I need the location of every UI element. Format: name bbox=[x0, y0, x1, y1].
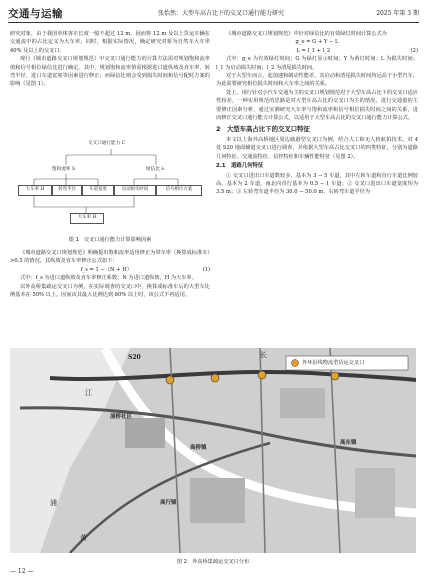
paragraph: 《城市道路交叉口规划规范》中针对绿信比的有效绿灯时间计算公式为 bbox=[226, 31, 387, 37]
paragraph: 式中：f_s 为进口道纵坡及直车率修正系数；N 为进口道纵坡，H 为大车率。 bbox=[20, 275, 197, 282]
left-column bbox=[10, 30, 210, 89]
paragraph: 《城市道路交叉口规划规范》明确提出饱和流率适用修正为带车率（换算成标准车）>0.5 的情况，其纵坡及直车率修正公式如下： bbox=[10, 250, 210, 265]
map-label: 高行镇 bbox=[160, 500, 177, 506]
equation-text: f_s = 1 −（N + H） bbox=[80, 266, 132, 273]
page-header bbox=[8, 6, 419, 23]
factor-box: 车道宽度 bbox=[82, 185, 114, 196]
figure-2-caption: 图 2 外高桥集疏运交叉口分布 bbox=[176, 559, 250, 565]
left-column-lower bbox=[10, 249, 210, 299]
figure-1-diagram bbox=[16, 137, 206, 229]
map-graphic bbox=[10, 348, 416, 553]
equation-text: L = l_1 + l_2 bbox=[296, 47, 331, 54]
green-ratio-node: 绿信比 λ bbox=[146, 167, 165, 172]
paragraph: 处上，现行针对小汽车交通为主的交叉口规划规范对于大型车高占比下的交叉口适应性较差，一种实用规范的思路是对大型车高占比的交叉口为主的情况，进行交通量的主要修正因素分析，通过实测研究大车率与饱和流率和信号相位损失时间之间的关系，进而修正交叉口通行能力计算公式，以适用于大型车高占比的交叉口通行能力计算公式。 bbox=[216, 89, 418, 122]
subsection-heading: 2.1 道路几何特征 bbox=[216, 163, 264, 170]
paragraph: 本文以上海外高桥地区周边疏港型交叉口为例，结合人工和无人机航拍技术，对 4 处 S20 地面辅道交叉口进行调查，并依据大型车高占比交叉口的四类特征，分别为道路几何特征、交通流特征、信控特征和车辆性能特征（见图 2）。 bbox=[216, 136, 418, 160]
location-map bbox=[10, 348, 416, 553]
journal-logo: 交通与运输 bbox=[8, 8, 63, 20]
map-legend-text: 外环沿线物流型货运交叉口 bbox=[302, 360, 365, 366]
paragraph: 现行《城市道路交叉口规划规范》中交叉口通行能力的计算方法需对规划饱和流率值和信号相位绿信比进行确定。其中，规划饱和流率值需根据进口道纵坡及直车率、转弯半径、进口车道宽度等因素进行修正；而绿信比则会受到损失时间和信号配时方案的影响（见图 1）。 bbox=[10, 56, 210, 88]
map-label: 凌桥社区 bbox=[110, 414, 133, 420]
map-label: 高桥镇 bbox=[190, 445, 207, 451]
factor-box: 转弯半径 bbox=[52, 185, 82, 196]
map-label: 浦 bbox=[50, 499, 57, 507]
factor-box: 信号相位方案 bbox=[156, 185, 202, 196]
factor-box: 大车率 H bbox=[18, 185, 52, 196]
capacity-node: 交叉口通行能力 C bbox=[88, 141, 126, 146]
factor-box: 大车率 H bbox=[70, 213, 104, 224]
section-heading: 2 大型车高占比下的交叉口特征 bbox=[216, 125, 310, 134]
equation-3 bbox=[216, 47, 418, 55]
issue-number: 2025 年第 3 期 bbox=[376, 10, 419, 17]
equation-number: (2) bbox=[410, 47, 418, 54]
paragraph: 研究对象，由于我国单体客车长度一般不超过 12 m，因而将 12 m 及以上货运车辆在交通流中的占比定义为大车率，同时，根据实际情况，确定研究对象为自然车大车率 40% 及以上的交叉口。 bbox=[10, 31, 210, 54]
map-label: 黄 bbox=[80, 534, 87, 542]
equation-number: (1) bbox=[202, 266, 210, 273]
paragraph: ① 交叉口进出口车道数较多，基本为 3 − 5 车道，其中左转车道和直行车道比例较高，基本为 2 车道，南北向直行基本为 0.5 − 1 车道；② 交叉口进出口车道宽度均为 3.5 m；③ 左转弯车道半径为 30.0 − 50.0 m，右转弯车道半径为 bbox=[216, 172, 418, 196]
paragraph: 对于大型车而言，起加速和制动性能差，其启动和清尾损失时间均远高于小型汽车，为此需要研究相位损失时间和大车率之间的关系。 bbox=[216, 73, 418, 88]
map-label: S20 bbox=[128, 354, 141, 361]
factor-box: 启动损失时间 bbox=[114, 185, 156, 196]
running-title: 张怡然：大型车高占比下的交叉口通行能力研究 bbox=[158, 10, 285, 17]
saturation-flow-node: 饱和流率 S bbox=[52, 167, 75, 172]
right-column bbox=[216, 30, 418, 197]
equation-2: g_e = G + Y − L bbox=[295, 39, 339, 46]
equation-1 bbox=[10, 266, 210, 274]
figure-1-connectors bbox=[16, 137, 206, 229]
map-label: 高东镇 bbox=[340, 440, 357, 446]
map-label: 长 bbox=[260, 351, 267, 359]
page-number: — 12 — bbox=[10, 568, 34, 575]
paragraph: 式中：g_e 为有效绿灯时间；G 为绿灯显示时间；Y 为黄灯时间；L 为损失时间；l_1 为启动损失时间；l_2 为清尾损失时间。 bbox=[216, 56, 418, 71]
map-label: 江 bbox=[85, 389, 92, 397]
paragraph: 以外高桥集疏运交叉口为例，在实际调查的交叉口中，换算成标准车后的大型车比例基本在 50% 以上，因而该其最大比例达到 80% 以上时，该公式不再适用。 bbox=[10, 283, 210, 299]
figure-1-caption: 图 1 交叉口通行能力计算影响因素 bbox=[68, 237, 152, 243]
